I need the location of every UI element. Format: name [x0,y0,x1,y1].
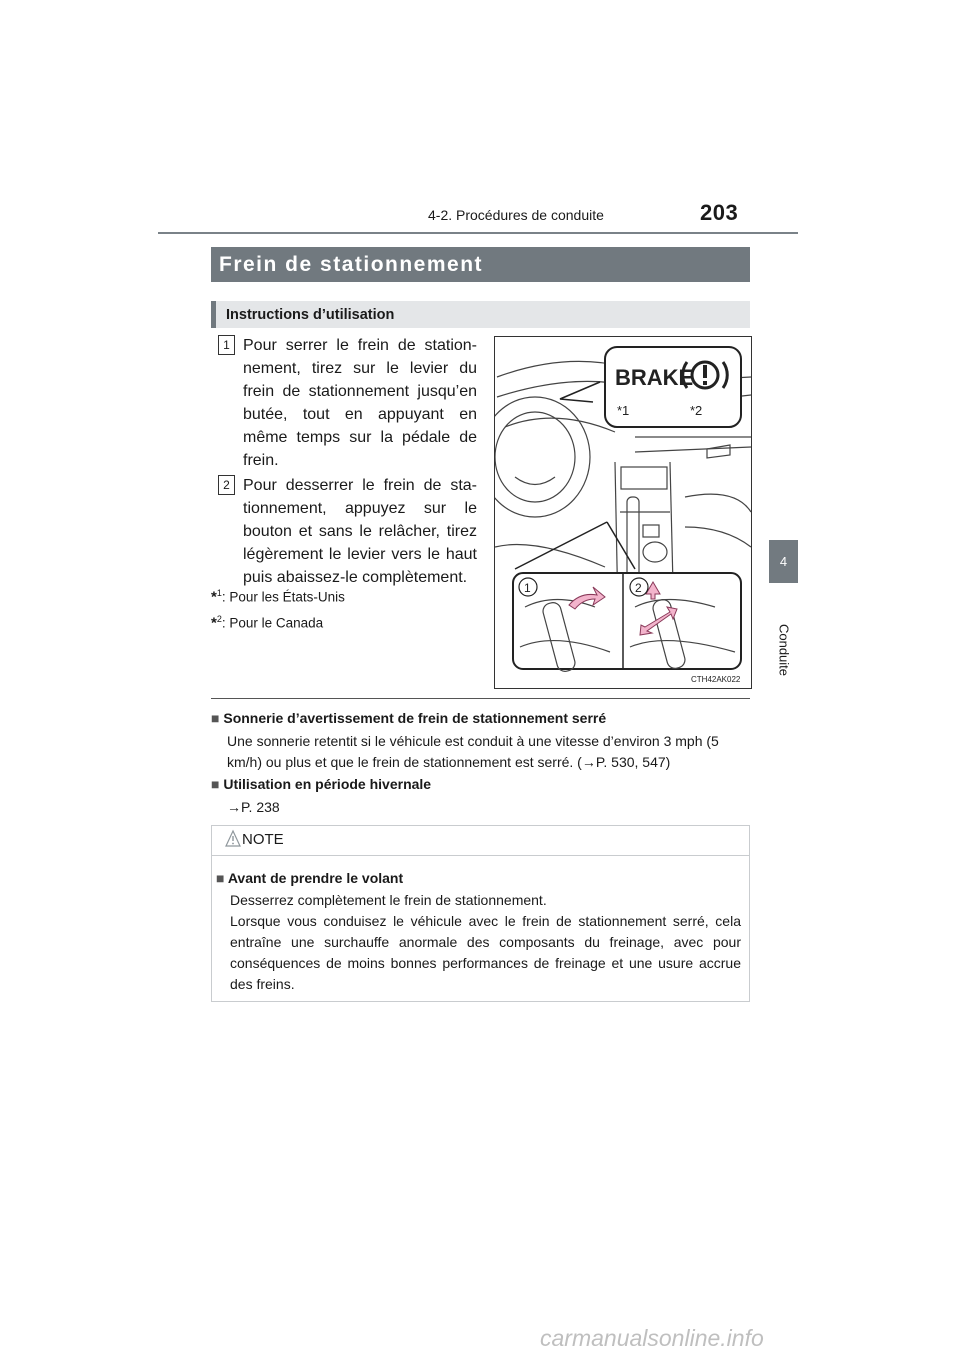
caution-triangle-icon [225,829,241,849]
parking-brake-illustration [494,336,752,689]
winter-use-text: →P. 238 [227,799,280,815]
note-heading [216,870,403,886]
step-2-text: Pour desserrer le frein de sta-tionnement, appuyez sur le bouton et sans le relâcher, tirez légèrement le levier vers le haut puis abaissez-le complètement. [243,477,477,586]
inset-2-label: 2 [635,581,642,595]
chapter-label-text: Conduite [776,623,791,677]
winter-use-heading [211,776,431,792]
step-1-text: Pour serrer le frein de station-nement, tirez sur le levier du frein de stationnement jusqu’en butée, tout en appuyant en même temps sur la pédale de frein. [243,337,477,469]
warning-buzzer-text: Une sonnerie retentit si le véhicule est conduit à une vitesse d’environ 3 mph (5 km/h) ou plus et que le frein de stationnement est serré. (→P. 530, 547) [227,733,719,770]
bullet-square: ■ [211,776,220,792]
chapter-label [769,610,798,690]
footnote-1 [211,588,345,606]
brake-mark-1: *1 [617,403,630,418]
section-divider [211,698,750,699]
bullet-square: ■ [211,710,220,726]
heading-text: Sonnerie d’avertissement de frein de stationnement serré [223,710,607,726]
brake-warning-label: BRAKE [615,365,694,390]
figure-code: CTH42AK022 [691,675,741,684]
section-header: 4-2. Procédures de conduite [428,207,604,223]
chapter-tab: 4 [769,540,798,583]
heading-text: Utilisation en période hivernale [223,776,432,792]
subsection-bar [211,301,750,328]
watermark: carmanualsonline.info [540,1325,764,1351]
footnote-2 [211,614,323,632]
footnote-2-text: : Pour le Canada [221,615,324,631]
warning-buzzer-heading [211,710,606,726]
note-title: NOTE [242,831,284,848]
note-divider [212,855,749,856]
footnote-1-sup: 1 [216,588,222,598]
footnote-1-text: : Pour les États-Unis [221,589,345,605]
page-title-bar [211,247,750,282]
brake-mark-2: *2 [690,403,703,418]
step-2-number: 2 [218,475,235,495]
page-number: 203 [700,200,739,225]
note-heading-text: Avant de prendre le volant [227,870,404,886]
subsection-title: Instructions d’utilisation [226,307,395,323]
page-title: Frein de stationnement [219,253,484,276]
note-body: Desserrez complètement le frein de stationnement. Lorsque vous conduisez le véhicule avec le frein de stationnement serré, cela entraîne une surchauffe anormale des composants du freinage, avec pour conséquences de moins bonnes performances de freinage et une usure accrue des freins. [230,892,741,992]
bullet-square: ■ [216,870,225,886]
footnote-1-mark: * [211,588,217,606]
step-1-number: 1 [218,335,235,355]
header-rule [158,232,798,234]
footnote-2-sup: 2 [216,614,222,624]
inset-1-label: 1 [524,581,531,595]
footnote-2-mark: * [211,614,217,632]
